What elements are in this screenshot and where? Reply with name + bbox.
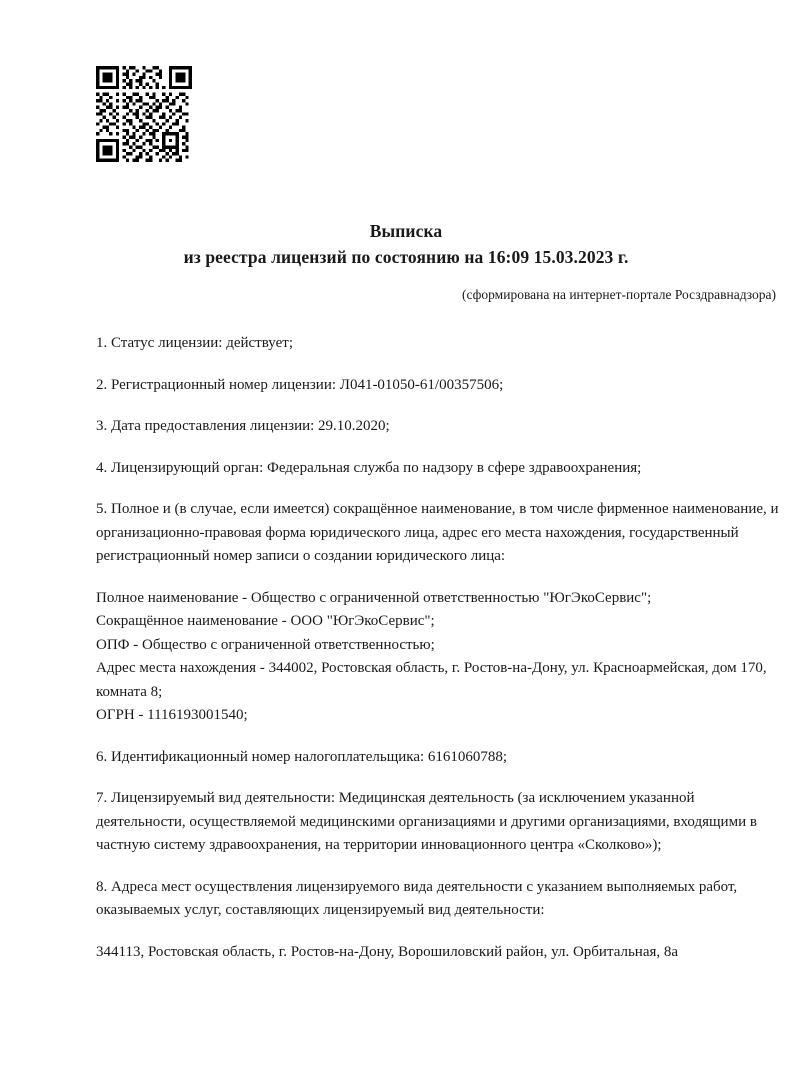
clause-5: 5. Полное и (в случае, если имеется) сокращённое наименование, в том числе фирменное наименование, и организационно-правовая форма юридического лица, адрес его места нахождения, государственный регистрационный номер записи о создании юридического лица: xyxy=(96,501,779,564)
document-body xyxy=(96,332,782,982)
entity-legal-form: ОПФ - Общество с ограниченной ответственностью; xyxy=(96,636,435,653)
clause-1: 1. Статус лицензии: действует; xyxy=(96,335,293,351)
clause-3: 3. Дата предоставления лицензии: 29.10.2020; xyxy=(96,418,390,434)
clause-6: 6. Идентификационный номер налогоплательщика: 6161060788; xyxy=(96,748,508,765)
activity-address: 344113, Ростовская область, г. Ростов-на-Дону, Ворошиловский район, ул. Орбитальная, 8а xyxy=(96,943,679,960)
clause-7: 7. Лицензируемый вид деятельности: Медицинская деятельность (за исключением указанной деятельности, осуществляемой медицинскими организациями и другими организациями, входящими в частную систему здравоохранения, на территории инновационного центра «Сколково»); xyxy=(96,790,757,853)
document-title-line1: Выписка xyxy=(369,221,443,241)
entity-address: Адрес места нахождения - 344002, Ростовская область, г. Ростов-на-Дону, ул. Красноармейская, дом 170, комната 8; xyxy=(96,660,767,700)
document-subtitle: (сформирована на интернет-портале Росздравнадзора) xyxy=(461,287,776,302)
document-title xyxy=(0,218,812,270)
entity-details xyxy=(96,587,782,728)
clause-4: 4. Лицензирующий орган: Федеральная служба по надзору в сфере здравоохранения; xyxy=(96,459,642,476)
clause-2: 2. Регистрационный номер лицензии: Л041-01050-61/00357506; xyxy=(96,376,504,393)
entity-short-name: Сокращённое наименование - ООО "ЮгЭкоСервис"; xyxy=(96,613,435,629)
document-title-line2: из реестра лицензий по состоянию на 16:09 15.03.2023 г. xyxy=(183,247,629,267)
entity-ogrn: ОГРН - 1116193001540; xyxy=(96,707,248,723)
qr-code-icon xyxy=(96,66,192,162)
entity-full-name: Полное наименование - Общество с ограниченной ответственностью "ЮгЭкоСервис"; xyxy=(96,589,652,606)
clause-8: 8. Адреса мест осуществления лицензируемого вида деятельности с указанием выполняемых работ, оказываемых услуг, составляющих лицензируемый вид деятельности: xyxy=(96,878,738,918)
